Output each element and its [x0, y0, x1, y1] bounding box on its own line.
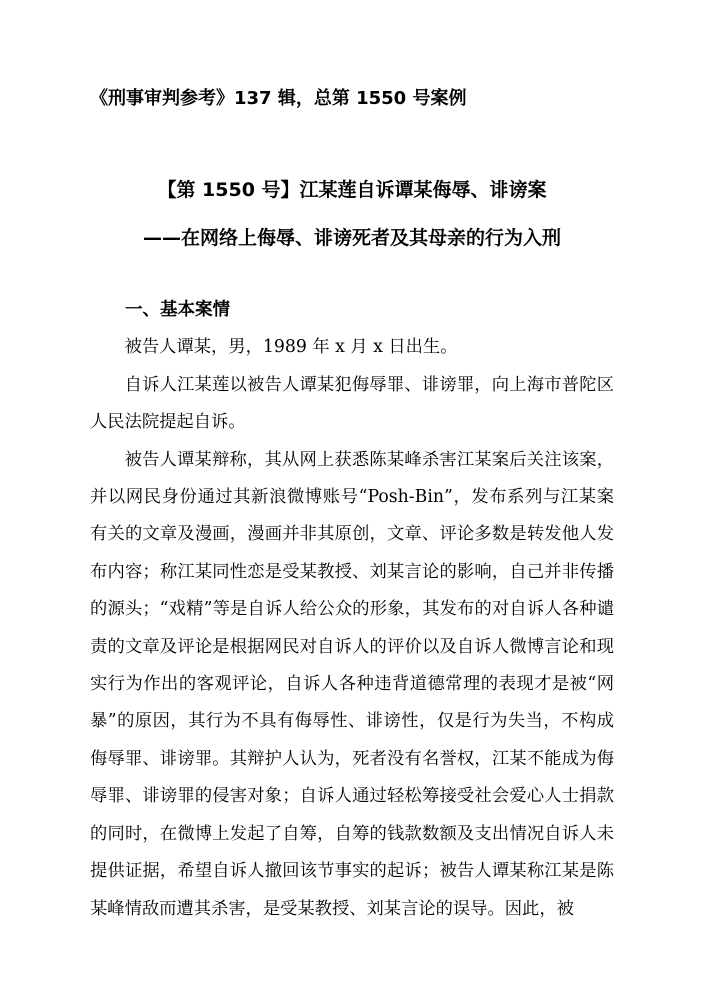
- paragraph-defense-argument: 被告人谭某辩称，其从网上获悉陈某峰杀害江某案后关注该案，并以网民身份通过其新浪微博账号“Posh-Bin”，发布系列与江某案有关的文章及漫画，漫画并非其原创，文章、评论多数是转发他人发布内容；称江某同性恋是受某教授、刘某言论的影响，自己并非传播的源头；“戏精”等是自诉人给公众的形象，其发布的对自诉人各种谴责的文章及评论是根据网民对自诉人的评价以及自诉人微博言论和现实行为作出的客观评论，自诉人各种违背道德常理的表现才是被“网暴”的原因，其行为不具有侮辱性、诽谤性，仅是行为失当，不构成侮辱罪、诽谤罪。其辩护人认为，死者没有名誉权，江某不能成为侮辱罪、诽谤罪的侵害对象；自诉人通过轻松筹接受社会爱心人士捐款的同时，在微博上发起了自筹，自筹的钱款数额及支出情况自诉人未提供证据，希望自诉人撤回该节事实的起诉；被告人谭某称江某是陈某峰情敌而遭其杀害，是受某教授、刘某言论的误导。因此，被: [90, 449, 614, 919]
- paragraph-defendant-info: 被告人谭某，男，1989 年 x 月 x 日出生。: [124, 337, 458, 358]
- case-title: 【第 1550 号】江某莲自诉谭某侮辱、诽谤案: [157, 179, 547, 201]
- document-body: [0, 86, 707, 928]
- journal-citation: 《刑事审判参考》137 辑，总第 1550 号案例: [90, 88, 467, 109]
- section-heading-basic-facts: 一、基本案情: [125, 300, 230, 320]
- paragraph-private-prosecution: 自诉人江某莲以被告人谭某犯侮辱罪、诽谤罪，向上海市普陀区人民法院提起自诉。: [90, 374, 614, 433]
- case-subtitle: ——在网络上侮辱、诽谤死者及其母亲的行为入刑: [142, 227, 561, 249]
